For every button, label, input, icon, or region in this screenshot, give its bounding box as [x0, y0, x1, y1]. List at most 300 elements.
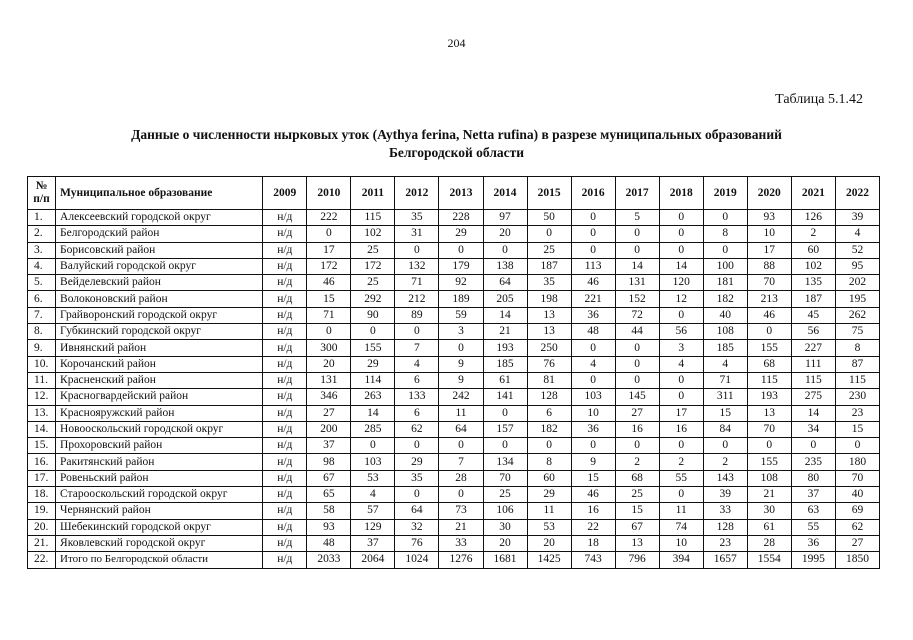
table-cell: 60 — [527, 470, 571, 486]
table-cell: 0 — [659, 226, 703, 242]
table-cell: 0 — [615, 340, 659, 356]
table-cell: 35 — [395, 210, 439, 226]
table-row — [28, 389, 880, 405]
table-cell: 1425 — [527, 552, 571, 568]
row-number: 10. — [28, 356, 56, 372]
table-cell: 155 — [351, 340, 395, 356]
row-number: 17. — [28, 470, 56, 486]
table-cell: 76 — [395, 535, 439, 551]
table-cell: н/д — [263, 519, 307, 535]
table-cell: 14 — [351, 405, 395, 421]
table-cell: 0 — [439, 438, 483, 454]
column-header: 2014 — [483, 177, 527, 210]
row-number: 12. — [28, 389, 56, 405]
table-cell: 4 — [703, 356, 747, 372]
table-cell: 17 — [747, 242, 791, 258]
table-cell: 59 — [439, 307, 483, 323]
table-cell: 155 — [747, 454, 791, 470]
table-cell: 69 — [835, 503, 879, 519]
table-cell: 100 — [703, 258, 747, 274]
table-cell: 0 — [351, 324, 395, 340]
table-cell: 9 — [571, 454, 615, 470]
table-cell: 0 — [439, 487, 483, 503]
table-cell: 0 — [659, 242, 703, 258]
municipality-name: Ровеньский район — [56, 470, 263, 486]
table-cell: 115 — [351, 210, 395, 226]
table-cell: 16 — [659, 421, 703, 437]
table-cell: 46 — [747, 307, 791, 323]
table-cell: 185 — [483, 356, 527, 372]
table-cell: 52 — [835, 242, 879, 258]
table-cell: 25 — [351, 242, 395, 258]
table-cell: н/д — [263, 340, 307, 356]
table-row — [28, 552, 880, 568]
table-cell: 15 — [307, 291, 351, 307]
table-row — [28, 340, 880, 356]
municipality-name: Волоконовский район — [56, 291, 263, 307]
table-cell: 84 — [703, 421, 747, 437]
table-cell: 0 — [307, 324, 351, 340]
table-cell: 275 — [791, 389, 835, 405]
table-row — [28, 307, 880, 323]
table-cell: 74 — [659, 519, 703, 535]
table-cell: 0 — [659, 210, 703, 226]
table-cell: 135 — [791, 275, 835, 291]
table-cell: 46 — [307, 275, 351, 291]
table-cell: 4 — [395, 356, 439, 372]
table-cell: 57 — [351, 503, 395, 519]
table-cell: 0 — [659, 438, 703, 454]
table-cell: 0 — [659, 389, 703, 405]
table-cell: 93 — [747, 210, 791, 226]
table-cell: 30 — [747, 503, 791, 519]
table-cell: 0 — [395, 438, 439, 454]
municipality-name: Алексеевский городской округ — [56, 210, 263, 226]
table-cell: 0 — [307, 226, 351, 242]
row-number: 4. — [28, 258, 56, 274]
table-cell: 113 — [571, 258, 615, 274]
table-cell: 36 — [571, 421, 615, 437]
table-cell: 11 — [659, 503, 703, 519]
table-cell: 39 — [835, 210, 879, 226]
table-cell: 0 — [571, 242, 615, 258]
table-cell: 35 — [395, 470, 439, 486]
row-number: 18. — [28, 487, 56, 503]
table-cell: 45 — [791, 307, 835, 323]
table-cell: 25 — [351, 275, 395, 291]
table-cell: 0 — [835, 438, 879, 454]
table-cell: 202 — [835, 275, 879, 291]
table-cell: 0 — [703, 242, 747, 258]
table-cell: 796 — [615, 552, 659, 568]
table-cell: 37 — [791, 487, 835, 503]
table-cell: 0 — [703, 438, 747, 454]
municipality-name: Яковлевский городской округ — [56, 535, 263, 551]
table-cell: 102 — [351, 226, 395, 242]
table-cell: 0 — [395, 487, 439, 503]
table-cell: 97 — [483, 210, 527, 226]
table-cell: 193 — [483, 340, 527, 356]
data-table — [27, 176, 880, 569]
table-cell: 89 — [395, 307, 439, 323]
table-cell: 12 — [659, 291, 703, 307]
table-cell: 179 — [439, 258, 483, 274]
column-header: 2018 — [659, 177, 703, 210]
table-cell: 70 — [747, 275, 791, 291]
table-cell: 0 — [615, 438, 659, 454]
table-row — [28, 519, 880, 535]
table-cell: 17 — [307, 242, 351, 258]
row-number: 9. — [28, 340, 56, 356]
table-cell: 63 — [791, 503, 835, 519]
table-cell: 36 — [571, 307, 615, 323]
table-cell: 29 — [527, 487, 571, 503]
table-cell: 13 — [615, 535, 659, 551]
table-cell: 15 — [703, 405, 747, 421]
table-cell: 157 — [483, 421, 527, 437]
table-cell: 0 — [395, 242, 439, 258]
table-cell: 0 — [351, 438, 395, 454]
column-header: 2013 — [439, 177, 483, 210]
table-cell: н/д — [263, 552, 307, 568]
table-row — [28, 291, 880, 307]
table-cell: н/д — [263, 226, 307, 242]
table-row — [28, 226, 880, 242]
table-cell: 25 — [483, 487, 527, 503]
table-cell: 18 — [571, 535, 615, 551]
table-cell: 120 — [659, 275, 703, 291]
table-cell: 131 — [615, 275, 659, 291]
table-cell: 132 — [395, 258, 439, 274]
table-cell: 0 — [747, 324, 791, 340]
table-cell: 227 — [791, 340, 835, 356]
table-cell: 0 — [571, 340, 615, 356]
column-header: 2019 — [703, 177, 747, 210]
table-label: Таблица 5.1.42 — [775, 92, 863, 107]
table-cell: 180 — [835, 454, 879, 470]
title-line-2: Белгородской области — [388, 145, 525, 160]
table-cell: 0 — [395, 324, 439, 340]
table-cell: 1681 — [483, 552, 527, 568]
table-cell: 108 — [747, 470, 791, 486]
table-cell: 212 — [395, 291, 439, 307]
table-cell: 4 — [571, 356, 615, 372]
table-cell: н/д — [263, 389, 307, 405]
table-cell: н/д — [263, 356, 307, 372]
table-cell: 1554 — [747, 552, 791, 568]
municipality-name: Грайворонский городской округ — [56, 307, 263, 323]
table-cell: 103 — [571, 389, 615, 405]
table-cell: н/д — [263, 275, 307, 291]
table-cell: 152 — [615, 291, 659, 307]
table-cell: 98 — [307, 454, 351, 470]
municipality-name: Прохоровский район — [56, 438, 263, 454]
table-cell: 20 — [307, 356, 351, 372]
table-cell: 128 — [703, 519, 747, 535]
table-cell: 102 — [791, 258, 835, 274]
municipality-name: Красногвардейский район — [56, 389, 263, 405]
table-cell: 73 — [439, 503, 483, 519]
table-cell: 0 — [659, 487, 703, 503]
table-row — [28, 242, 880, 258]
table-cell: 56 — [659, 324, 703, 340]
row-number: 5. — [28, 275, 56, 291]
column-header: 2021 — [791, 177, 835, 210]
row-number: 8. — [28, 324, 56, 340]
row-number: 22. — [28, 552, 56, 568]
table-cell: 10 — [659, 535, 703, 551]
table-cell: 14 — [483, 307, 527, 323]
table-cell: 81 — [527, 372, 571, 388]
table-cell: 0 — [571, 210, 615, 226]
row-number: 6. — [28, 291, 56, 307]
table-cell: 0 — [615, 372, 659, 388]
table-cell: 200 — [307, 421, 351, 437]
table-cell: н/д — [263, 242, 307, 258]
table-cell: 30 — [483, 519, 527, 535]
table-cell: 182 — [527, 421, 571, 437]
municipality-name: Валуйский городской округ — [56, 258, 263, 274]
table-cell: 60 — [791, 242, 835, 258]
table-cell: 40 — [835, 487, 879, 503]
table-cell: 92 — [439, 275, 483, 291]
table-cell: 87 — [835, 356, 879, 372]
table-cell: 23 — [703, 535, 747, 551]
table-cell: 37 — [307, 438, 351, 454]
table-cell: 222 — [307, 210, 351, 226]
row-number: 1. — [28, 210, 56, 226]
table-cell: 64 — [395, 503, 439, 519]
row-number: 21. — [28, 535, 56, 551]
table-cell: 0 — [527, 226, 571, 242]
row-number: 3. — [28, 242, 56, 258]
municipality-name: Красненский район — [56, 372, 263, 388]
table-cell: 346 — [307, 389, 351, 405]
table-cell: 37 — [351, 535, 395, 551]
table-cell: 0 — [747, 438, 791, 454]
table-cell: н/д — [263, 535, 307, 551]
table-cell: 93 — [307, 519, 351, 535]
table-cell: 0 — [571, 372, 615, 388]
column-header: № п/п — [28, 177, 56, 210]
table-cell: 34 — [791, 421, 835, 437]
table-cell: 20 — [527, 535, 571, 551]
table-cell: 115 — [791, 372, 835, 388]
table-cell: 128 — [527, 389, 571, 405]
table-cell: 71 — [395, 275, 439, 291]
table-cell: 3 — [659, 340, 703, 356]
table-cell: 115 — [747, 372, 791, 388]
table-cell: н/д — [263, 503, 307, 519]
table-cell: 13 — [747, 405, 791, 421]
table-cell: н/д — [263, 438, 307, 454]
table-cell: 23 — [835, 405, 879, 421]
table-cell: 48 — [571, 324, 615, 340]
table-cell: 68 — [747, 356, 791, 372]
table-cell: 35 — [527, 275, 571, 291]
table-cell: 0 — [615, 356, 659, 372]
municipality-name: Новооскольский городской округ — [56, 421, 263, 437]
table-cell: 14 — [615, 258, 659, 274]
row-number: 11. — [28, 372, 56, 388]
table-cell: 29 — [351, 356, 395, 372]
table-cell: 71 — [307, 307, 351, 323]
table-cell: 262 — [835, 307, 879, 323]
table-cell: 55 — [791, 519, 835, 535]
column-header: 2011 — [351, 177, 395, 210]
table-cell: 17 — [659, 405, 703, 421]
table-cell: 4 — [659, 356, 703, 372]
column-header: 2017 — [615, 177, 659, 210]
column-header: Муниципальное образование — [56, 177, 263, 210]
table-cell: 15 — [571, 470, 615, 486]
table-cell: 21 — [483, 324, 527, 340]
row-number: 13. — [28, 405, 56, 421]
table-cell: 0 — [571, 226, 615, 242]
table-cell: 145 — [615, 389, 659, 405]
table-cell: 213 — [747, 291, 791, 307]
table-cell: н/д — [263, 470, 307, 486]
page-number: 204 — [447, 36, 466, 50]
table-header-row — [28, 177, 880, 210]
table-cell: н/д — [263, 421, 307, 437]
column-header: 2015 — [527, 177, 571, 210]
table-cell: 242 — [439, 389, 483, 405]
table-cell: 29 — [395, 454, 439, 470]
table-cell: 80 — [791, 470, 835, 486]
table-cell: 56 — [791, 324, 835, 340]
table-cell: 2 — [615, 454, 659, 470]
table-cell: 70 — [483, 470, 527, 486]
table-cell: 0 — [571, 438, 615, 454]
table-cell: 0 — [659, 307, 703, 323]
municipality-name: Итого по Белгородской области — [56, 552, 263, 568]
table-cell: 13 — [527, 307, 571, 323]
table-row — [28, 356, 880, 372]
table-cell: 75 — [835, 324, 879, 340]
municipality-name: Краснояружский район — [56, 405, 263, 421]
municipality-name: Чернянский район — [56, 503, 263, 519]
table-cell: 0 — [439, 242, 483, 258]
table-cell: 172 — [351, 258, 395, 274]
column-header: 2012 — [395, 177, 439, 210]
table-cell: н/д — [263, 210, 307, 226]
table-cell: 28 — [747, 535, 791, 551]
table-cell: 16 — [615, 421, 659, 437]
table-cell: 230 — [835, 389, 879, 405]
table-cell: 25 — [615, 487, 659, 503]
table-cell: 4 — [835, 226, 879, 242]
table-cell: 65 — [307, 487, 351, 503]
municipality-name: Ивнянский район — [56, 340, 263, 356]
table-cell: 28 — [439, 470, 483, 486]
table-cell: 103 — [351, 454, 395, 470]
table-cell: 6 — [395, 372, 439, 388]
row-number: 14. — [28, 421, 56, 437]
column-header: 2022 — [835, 177, 879, 210]
table-cell: 2033 — [307, 552, 351, 568]
table-cell: 0 — [483, 438, 527, 454]
table-cell: 182 — [703, 291, 747, 307]
table-cell: 131 — [307, 372, 351, 388]
table-cell: 311 — [703, 389, 747, 405]
table-cell: 1276 — [439, 552, 483, 568]
table-cell: 106 — [483, 503, 527, 519]
table-cell: н/д — [263, 405, 307, 421]
table-cell: 46 — [571, 275, 615, 291]
column-header: 2009 — [263, 177, 307, 210]
table-cell: 3 — [439, 324, 483, 340]
table-row — [28, 210, 880, 226]
table-cell: 67 — [615, 519, 659, 535]
municipality-name: Ракитянский район — [56, 454, 263, 470]
table-cell: 55 — [659, 470, 703, 486]
table-cell: 25 — [527, 242, 571, 258]
table-cell: 155 — [747, 340, 791, 356]
table-row — [28, 438, 880, 454]
table-cell: н/д — [263, 372, 307, 388]
column-header: 2020 — [747, 177, 791, 210]
table-cell: 20 — [483, 535, 527, 551]
table-cell: 129 — [351, 519, 395, 535]
table-cell: 1850 — [835, 552, 879, 568]
table-cell: 27 — [615, 405, 659, 421]
table-cell: 53 — [351, 470, 395, 486]
table-cell: 235 — [791, 454, 835, 470]
table-cell: 263 — [351, 389, 395, 405]
table-cell: 2 — [703, 454, 747, 470]
table-cell: 205 — [483, 291, 527, 307]
table-cell: 27 — [835, 535, 879, 551]
table-cell: 71 — [703, 372, 747, 388]
table-cell: 743 — [571, 552, 615, 568]
table-cell: 193 — [747, 389, 791, 405]
table-cell: 11 — [439, 405, 483, 421]
table-cell: 221 — [571, 291, 615, 307]
table-cell: 39 — [703, 487, 747, 503]
table-row — [28, 405, 880, 421]
table-cell: 68 — [615, 470, 659, 486]
table-cell: 15 — [835, 421, 879, 437]
municipality-name: Губкинский городской округ — [56, 324, 263, 340]
table-cell: 187 — [527, 258, 571, 274]
table-cell: 0 — [703, 210, 747, 226]
table-cell: 8 — [703, 226, 747, 242]
municipality-name: Борисовский район — [56, 242, 263, 258]
table-cell: 228 — [439, 210, 483, 226]
table-cell: 50 — [527, 210, 571, 226]
table-cell: 292 — [351, 291, 395, 307]
table-cell: 67 — [307, 470, 351, 486]
table-cell: 95 — [835, 258, 879, 274]
table-cell: 2 — [659, 454, 703, 470]
table-cell: 0 — [615, 242, 659, 258]
table-cell: 46 — [571, 487, 615, 503]
municipality-name: Шебекинский городской округ — [56, 519, 263, 535]
table-row — [28, 503, 880, 519]
table-body — [28, 210, 880, 569]
table-cell: 126 — [791, 210, 835, 226]
table-row — [28, 372, 880, 388]
table-cell: 114 — [351, 372, 395, 388]
row-number: 16. — [28, 454, 56, 470]
table-cell: 44 — [615, 324, 659, 340]
table-cell: 20 — [483, 226, 527, 242]
table-cell: 13 — [527, 324, 571, 340]
table-cell: 115 — [835, 372, 879, 388]
table-cell: 62 — [835, 519, 879, 535]
table-cell: 181 — [703, 275, 747, 291]
